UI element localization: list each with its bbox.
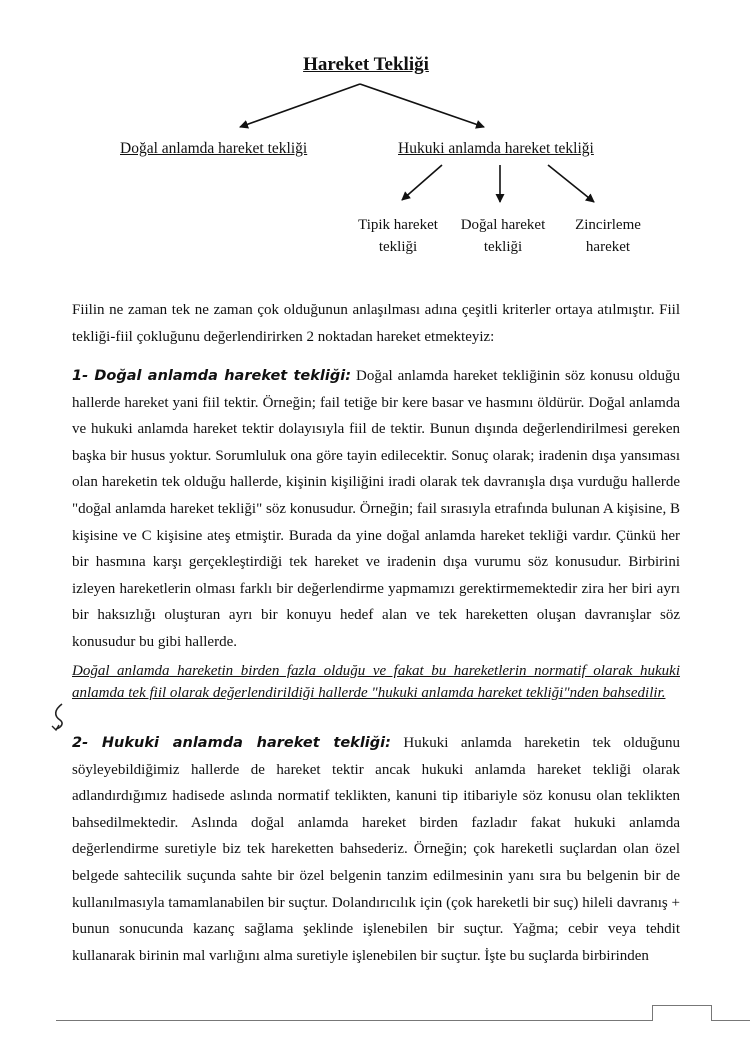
right-node-label: Hukuki anlamda hareket tekliği bbox=[398, 140, 594, 157]
section-1-heading: 1- Doğal anlamda hareket tekliği: bbox=[72, 368, 351, 384]
leaf-line: Tipik hareket bbox=[358, 217, 438, 233]
arrow-to-leaf-3 bbox=[548, 165, 594, 202]
leaf-line: tekliği bbox=[483, 239, 523, 255]
leaf-line: Doğal hareket bbox=[460, 217, 546, 233]
leaf-tipik bbox=[348, 214, 448, 258]
section-1-paragraph bbox=[72, 363, 680, 656]
leaf-line: tekliği bbox=[378, 239, 418, 255]
leaf-zincirleme bbox=[566, 214, 650, 258]
arrow-to-left-node bbox=[240, 84, 360, 127]
section-2-paragraph bbox=[72, 730, 680, 969]
arrow-to-right-node bbox=[360, 84, 484, 127]
intro-paragraph: Fiilin ne zaman tek ne zaman çok olduğunun anlaşılması adına çeşitli kriterler ortaya atılmıştır. Fiil tekliği-fiil çokluğunu değerlendirirken 2 noktadan hareket etmekteyiz: bbox=[72, 302, 680, 345]
section-1-text: Doğal anlamda hareket tekliğinin söz konusu olduğu hallerde hareket yani fiil tektir. Örneğin; fail tetiğe bir kere basar ve hasmını öldürür. Doğal anlamda ve hukuki anlamda hareket tektir dolayısıyla fiil de tektir. Bunun dışında değerlendirilmesi gereken başka bir husus yoktur. Sorumluluk ona göre tayin edilecektir. Sonuç olarak; iradenin dışa yansıması olan hareketin tek olduğu hallerde, kişinin kişiliğini iradi olarak tek davranışla dışa vurduğu hallerde "doğal anlamda hareket tekliği" söz konusudur. Örneğin; fail sırasıyla etrafında bulunan A kişisine, B kişisine ve C kişisine ateş etmiştir. Burada da yine doğal anlamda hareket tekliği vardır. Çünkü her bir hasmına karşı gerçekleştirdiği tek hareket ve iradenin dışa vurumu söz konusudur. Birbirini izleyen hareketlerin olması farklı bir değerlendirme yapmamızı gerektirmemektedir zira her biri ayrı bir haksızlığı oluşturan ayrı bir konuyu hedef alan ve tek hareketten oluşan davranışlar söz konusudur bu gibi hallerde. bbox=[72, 368, 680, 650]
leaf-line: hareket bbox=[585, 239, 631, 255]
margin-arrow-icon bbox=[46, 702, 70, 732]
section-2-text: Hukuki anlamda hareketin tek olduğunu söyleyebildiğimiz hallerde de hareket tektir ancak hukuki anlamda hareket tekliği olarak adlandırdığımız hadisede aslında normatif teklikten, kanuni tip itibariyle söz konusu olan teklikten bahsedilmektedir. Aslında doğal anlamda hareket birden fazladır fakat hukuki anlamda değerlendirme suretiyle biz tek hareketten bahsederiz. Örneğin; çok hareketli suçlardan olan özel belgede sahtecilik suçunda sahte bir özel belgenin tanzim edilmesinin yanı sıra bu belgenin bir de kullanılmasıyla tamamlanabilen bir suçtur. Dolandırıcılık için (çok hareketli bir suç) hileli davranış + bunun sonucunda kazanç sağlama şeklinde işlenebilen bir suçtur. Yağma; cebir veya tehdit kullanarak birinin mal varlığını alma suretiyle işlenebilen bir suçtur. İşte bu suçlarda birbirinden bbox=[72, 735, 680, 964]
footer-rule bbox=[56, 1020, 750, 1021]
leaf-dogal bbox=[455, 214, 551, 258]
left-node-label: Doğal anlamda hareket tekliği bbox=[120, 140, 308, 157]
leaf-line: Zincirleme bbox=[575, 217, 641, 233]
page-number-tab bbox=[652, 1005, 712, 1021]
note-paragraph: Doğal anlamda hareketin birden fazla olduğu ve fakat bu hareketlerin normatif olarak hukuki anlamda tek fiil olarak değerlendirildiği hallerde "hukuki anlamda hareket tekliği"nden bahsedilir. bbox=[72, 663, 680, 701]
section-2-heading: 2- Hukuki anlamda hareket tekliği: bbox=[72, 735, 391, 751]
arrow-to-leaf-1 bbox=[402, 165, 442, 200]
diagram-title: Hareket Tekliği bbox=[303, 54, 429, 75]
